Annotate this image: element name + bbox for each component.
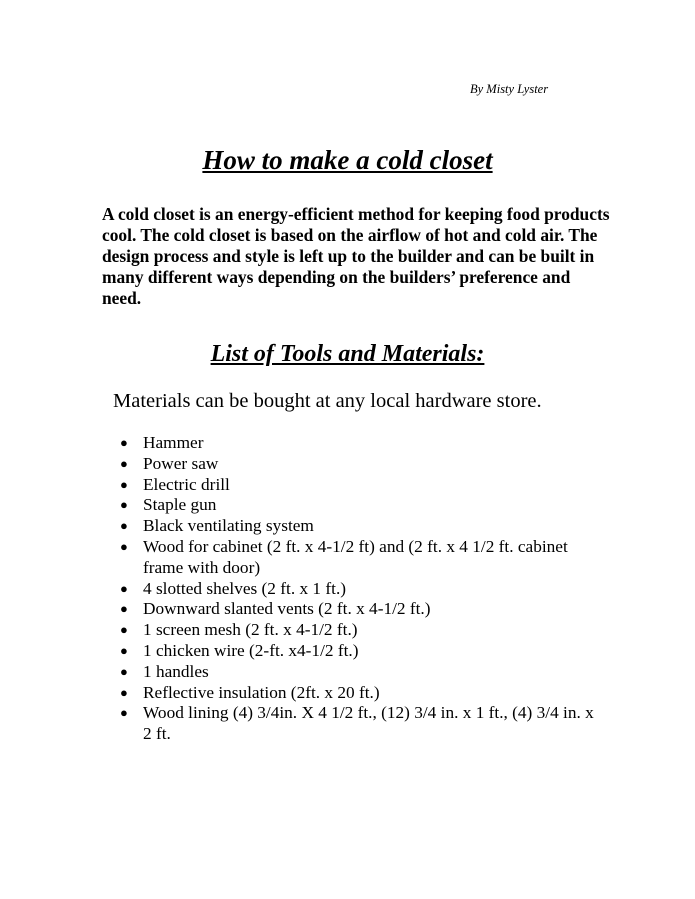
list-item-text: 1 screen mesh (2 ft. x 4-1/2 ft.): [143, 620, 358, 640]
page-title: How to make a cold closet: [202, 145, 493, 175]
bullet-icon: ●: [120, 684, 128, 700]
list-item-text: Black ventilating system: [143, 516, 314, 536]
list-item: [120, 454, 600, 475]
list-item-text: 1 chicken wire (2-ft. x4-1/2 ft.): [143, 640, 359, 660]
list-item: [120, 683, 600, 704]
author-byline: By Misty Lyster: [470, 82, 549, 96]
section-title: List of Tools and Materials:: [210, 341, 485, 367]
list-item: [120, 641, 600, 662]
intro-paragraph: A cold closet is an energy-efficient method for keeping food products cool. The cold closet is based on the airflow of hot and cold air. The design process and style is left up to the builder and can be built in many different ways depending on the builders’ preference and need.: [102, 204, 610, 308]
list-item: [120, 703, 600, 745]
bullet-icon: ●: [120, 622, 128, 638]
bullet-icon: ●: [120, 435, 128, 450]
materials-list: [120, 433, 600, 745]
bullet-icon: ●: [120, 497, 128, 513]
bullet-icon: ●: [120, 538, 128, 554]
list-item-text: Downward slanted vents (2 ft. x 4-1/2 ft.): [143, 599, 431, 619]
list-item: [120, 662, 600, 683]
list-item: [120, 579, 600, 600]
bullet-icon: ●: [120, 455, 128, 471]
list-item-text: Hammer: [143, 433, 204, 452]
list-item: [120, 475, 600, 496]
bullet-icon: ●: [120, 663, 128, 679]
list-item: [120, 599, 600, 620]
list-item-text: 4 slotted shelves (2 ft. x 1 ft.): [143, 578, 347, 598]
bullet-icon: ●: [120, 518, 128, 534]
bullet-icon: ●: [120, 580, 128, 596]
list-item-text: Wood for cabinet (2 ft. x 4-1/2 ft) and (2 ft. x 4 1/2 ft. cabinet frame with door): [143, 536, 568, 577]
list-item: [120, 537, 600, 579]
bullet-icon: ●: [120, 601, 128, 617]
list-item-text: Electric drill: [143, 474, 230, 494]
list-item-text: Power saw: [143, 453, 219, 473]
list-item: [120, 433, 600, 454]
bullet-icon: ●: [120, 705, 128, 721]
materials-note: Materials can be bought at any local hardware store.: [113, 390, 542, 412]
list-item-text: Wood lining (4) 3/4in. X 4 1/2 ft., (12) 3/4 in. x 1 ft., (4) 3/4 in. x 2 ft.: [143, 703, 594, 744]
list-item-text: 1 handles: [143, 661, 209, 681]
list-item-text: Staple gun: [143, 495, 217, 515]
list-item-text: Reflective insulation (2ft. x 20 ft.): [143, 682, 380, 702]
list-item: [120, 516, 600, 537]
bullet-icon: ●: [120, 476, 128, 492]
bullet-icon: ●: [120, 642, 128, 658]
list-item: [120, 495, 600, 516]
list-item: [120, 620, 600, 641]
